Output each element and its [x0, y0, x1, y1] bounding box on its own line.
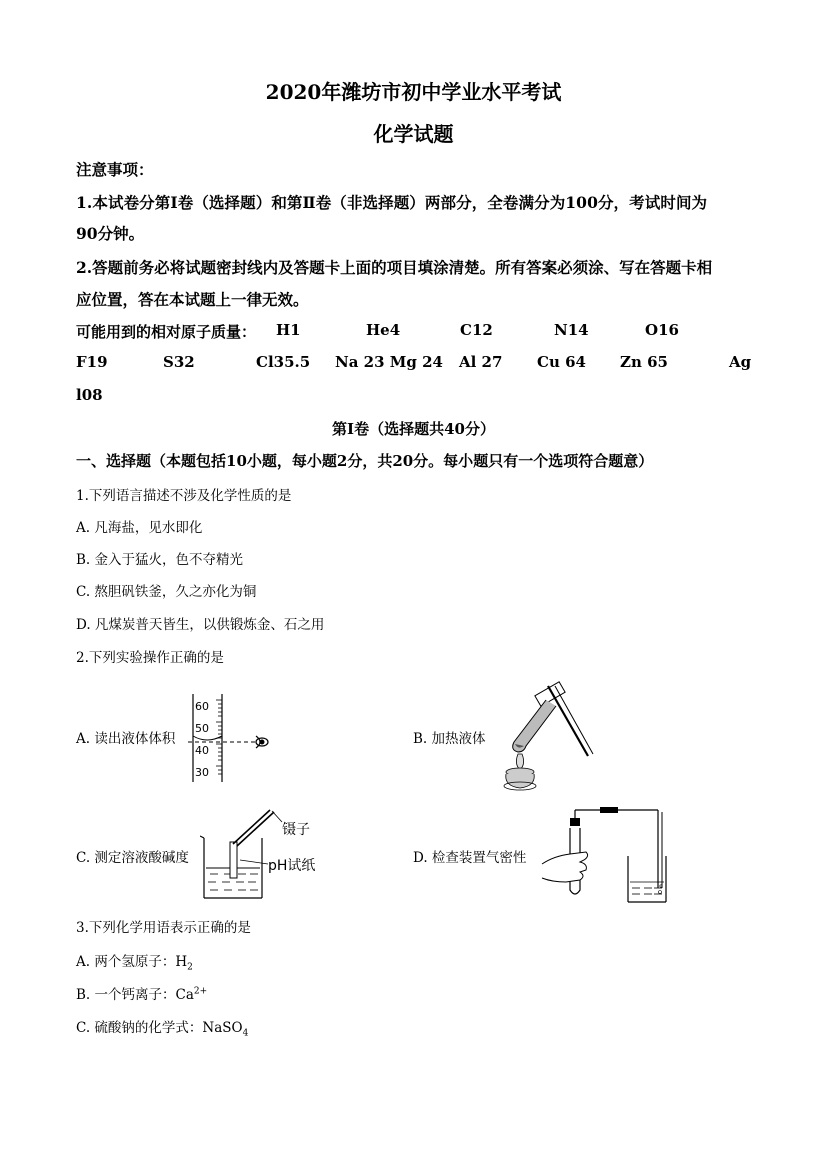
part-heading: 一、选择题（本题包括10小题，每小题2分，共20分。每小题只有一个选项符合题意） [76, 452, 654, 470]
atomic-mass-item: Ag [729, 353, 752, 371]
question-3-option-c-text: C. 硫酸钠的化学式：NaSO [76, 1020, 243, 1036]
question-3-stem: 3.下列化学用语表示正确的是 [76, 920, 251, 936]
cylinder-tick-label: 40 [195, 744, 209, 757]
atomic-mass-item: O16 [645, 321, 679, 339]
notice-item2-line1: 2.答题前务必将试题密封线内及答题卡上面的项目填涂清楚。所有答案必须涂、写在答题卡相 [76, 258, 713, 277]
question-2-option-b: B. 加热液体 [413, 731, 486, 747]
atomic-mass-item: C12 [460, 321, 493, 339]
atomic-mass-item: F19 [76, 353, 108, 371]
atomic-mass-item: Zn 65 [620, 353, 668, 371]
atomic-mass-item: N14 [554, 321, 589, 339]
atomic-mass-item: S32 [163, 353, 195, 371]
atomic-mass-item: Al 27 [459, 353, 503, 371]
superscript: 2+ [193, 986, 208, 997]
question-1-option-b: B. 金入于猛火，色不夺精光 [76, 552, 244, 568]
atomic-mass-item: Cl35.5 [256, 353, 311, 371]
cylinder-tick-label: 60 [195, 700, 209, 713]
question-2-option-a: A. 读出液体体积 [76, 731, 176, 747]
ph-paper-label: pH试纸 [268, 858, 316, 874]
notice-item2-line2: 应位置，答在本试题上一律无效。 [76, 290, 309, 309]
airtightness-figure [540, 806, 695, 906]
question-3-option-a [76, 950, 193, 973]
exam-title: 2020年潍坊市初中学业水平考试 [265, 80, 562, 104]
section-heading: 第I卷（选择题共40分） [332, 420, 495, 438]
atomic-mass-item: Cu 64 [537, 353, 586, 371]
question-1-option-c: C. 熬胆矾铁釜，久之亦化为铜 [76, 584, 257, 600]
question-1-option-d: D. 凡煤炭普天皆生，以供锻炼金、石之用 [76, 617, 325, 633]
atomic-mass-item: Na 23 Mg 24 [335, 353, 443, 371]
question-1-stem: 1.下列语言描述不涉及化学性质的是 [76, 488, 292, 504]
question-3-option-a-text: A. 两个氢原子：H [76, 954, 188, 970]
question-2-option-d: D. 检查装置气密性 [413, 850, 527, 866]
cylinder-tick-label: 50 [195, 722, 209, 735]
atomic-mass-item: H1 [276, 321, 301, 339]
cylinder-tick-label: 30 [195, 766, 209, 779]
question-1-option-a: A. 凡海盐，见水即化 [76, 520, 203, 536]
tweezers-label: 镊子 [282, 822, 310, 838]
question-3-option-c [76, 1016, 248, 1039]
atomic-mass-label: 可能用到的相对原子质量： [76, 323, 257, 341]
heating-liquid-figure [500, 680, 595, 795]
subscript: 4 [242, 1028, 249, 1039]
subscript: 2 [187, 962, 193, 973]
question-3-option-b [76, 983, 207, 1003]
atomic-mass-item: He4 [366, 321, 401, 339]
notice-item1-line1: 1.本试卷分第Ⅰ卷（选择题）和第Ⅱ卷（非选择题）两部分，全卷满分为100分，考试时间为 [76, 193, 708, 212]
question-3-option-b-text: B. 一个钙离子：Ca [76, 987, 194, 1003]
exam-subtitle: 化学试题 [373, 122, 454, 146]
ph-test-figure [200, 808, 330, 903]
notice-item1-line2: 90分钟。 [76, 224, 145, 243]
notice-heading: 注意事项： [76, 160, 154, 179]
atomic-mass-item: l08 [76, 386, 103, 404]
graduated-cylinder-figure [188, 692, 278, 784]
question-2-option-c: C. 测定溶液酸碱度 [76, 850, 189, 866]
question-2-stem: 2.下列实验操作正确的是 [76, 650, 224, 666]
